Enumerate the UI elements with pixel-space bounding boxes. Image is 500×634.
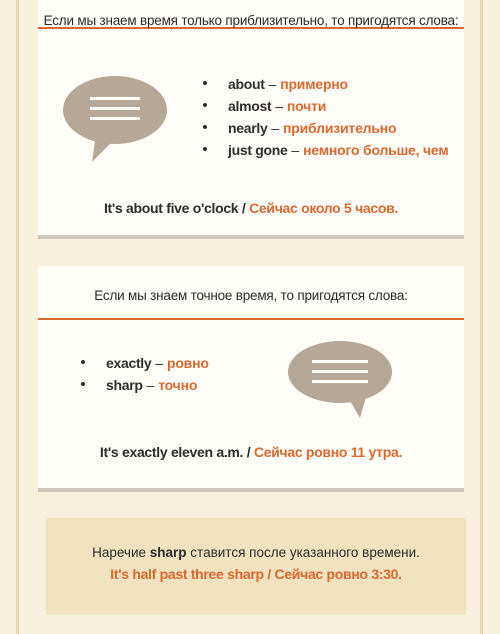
list-item (200, 117, 449, 139)
speech-bubble-icon (284, 338, 396, 420)
slash-separator: / (246, 444, 251, 460)
slash-separator: / (267, 566, 271, 582)
list-item (78, 352, 209, 374)
bullet: • (202, 119, 208, 136)
slash-separator: / (241, 200, 246, 216)
term-ru: приблизительно (283, 120, 397, 136)
approximate-words-list (200, 73, 449, 161)
bullet: • (80, 354, 86, 371)
term-ru: точно (158, 377, 198, 393)
note-text-after: ставится после указанного времени. (186, 545, 420, 560)
example-ru: Сейчас около 5 часов. (249, 200, 399, 216)
dash: – (271, 120, 280, 136)
speech-bubble-icon (60, 72, 170, 164)
left-border-line (16, 0, 19, 634)
sharp-usage-note (46, 518, 466, 615)
term-ru: немного больше, чем (303, 142, 449, 158)
list-item (78, 374, 209, 396)
bullet: • (80, 376, 86, 393)
term-ru: почти (286, 98, 327, 114)
approximate-time-heading: Если мы знаем время только приблизительно, то пригодятся слова: (38, 0, 464, 29)
bullet: • (202, 141, 208, 158)
list-item (200, 95, 449, 117)
approximate-time-card (38, 0, 464, 239)
note-text-before: Наречие (92, 545, 150, 560)
dash: – (291, 142, 300, 158)
example-en: It's about five o'clock (103, 200, 239, 216)
dash: – (146, 377, 155, 393)
example-en: It's exactly eleven a.m. (99, 444, 244, 460)
term-ru: ровно (166, 355, 209, 371)
list-item (200, 139, 449, 161)
bullet: • (202, 75, 208, 92)
term-en: sharp (106, 377, 143, 393)
note-keyword: sharp (149, 545, 187, 560)
term-ru: примерно (280, 76, 348, 92)
example-en: It's half past three sharp (110, 566, 264, 582)
term-en: nearly (228, 120, 268, 136)
term-en: almost (228, 98, 272, 114)
term-en: just gone (228, 142, 288, 158)
approximate-example (38, 200, 464, 216)
example-ru: Сейчас ровно 11 утра. (253, 444, 403, 460)
exact-time-card (38, 266, 464, 492)
note-rule (46, 518, 466, 560)
dash: – (155, 355, 164, 371)
dash: – (268, 76, 277, 92)
term-en: exactly (106, 355, 152, 371)
dash: – (275, 98, 284, 114)
exact-words-list (78, 352, 209, 396)
note-example (46, 566, 466, 582)
right-border-line (480, 0, 483, 634)
exact-example (38, 444, 464, 460)
example-ru: Сейчас ровно 3:30. (274, 566, 402, 582)
exact-time-heading: Если мы знаем точное время, то пригодятся слова: (38, 266, 464, 320)
term-en: about (228, 76, 265, 92)
bullet: • (202, 97, 208, 114)
list-item (200, 73, 449, 95)
